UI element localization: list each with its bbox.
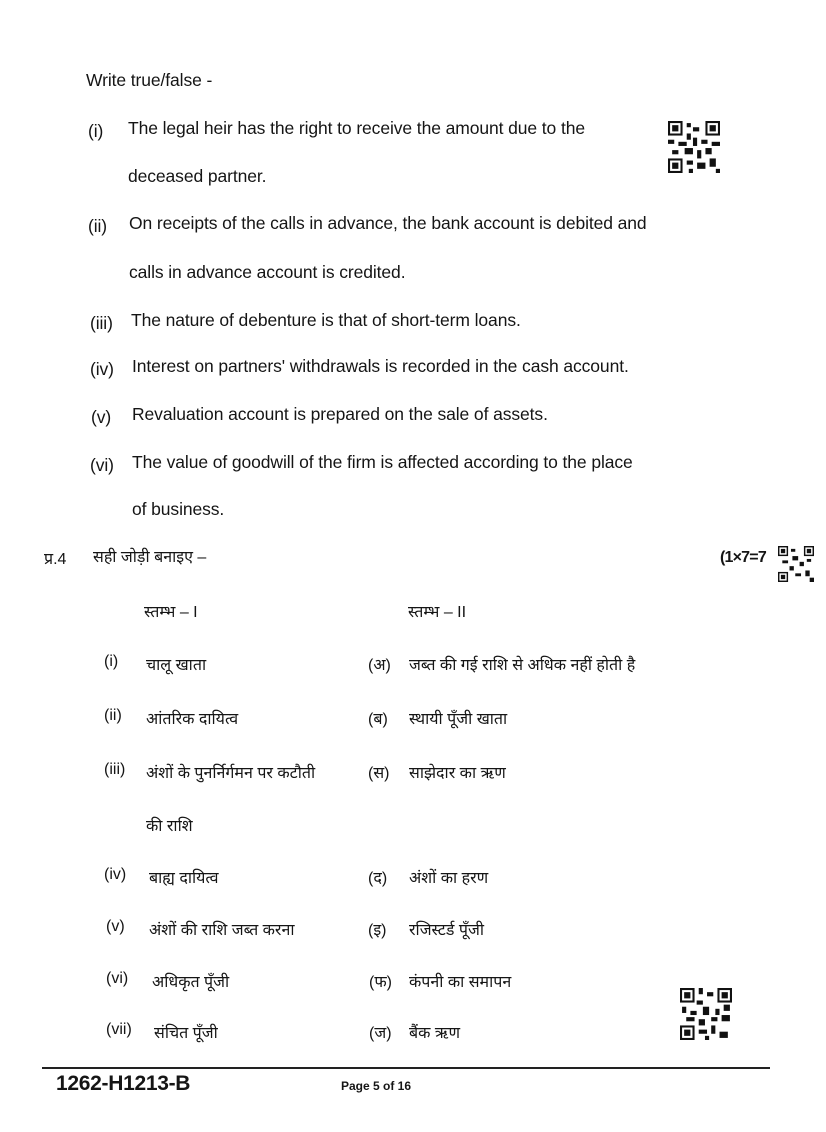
match-row-num: (vii) [106,1021,132,1038]
match-row-key: (स) [368,765,390,782]
tf-item-4-line-1: Interest on partners' withdrawals is recorded in the cash account. [132,356,629,376]
tf-item-1-line-1: The legal heir has the right to receive the amount due to the [128,118,585,138]
tf-num-1: (i) [88,121,104,141]
match-row-key: (अ) [368,657,391,674]
match-row-num: (iii) [104,761,126,778]
match-row-key: (ब) [368,711,388,728]
qr-code-icon [668,120,720,174]
match-row-left-continued: की राशि [146,818,193,835]
tf-item-6-line-2: of business. [132,499,225,519]
tf-item-2-line-1: On receipts of the calls in advance, the bank account is debited and [129,213,647,233]
match-row-num: (iv) [104,866,127,883]
tf-item-2-line-2: calls in advance account is credited. [129,262,406,282]
tf-num-3: (iii) [90,313,113,333]
tf-num-5: (v) [91,407,112,427]
match-row-left: अधिकृत पूँजी [152,974,230,991]
marks: (1×7=7 [720,549,766,566]
match-row-left: अंशों की राशि जब्त करना [149,922,295,939]
tf-num-4: (iv) [90,359,114,379]
match-row-right: रजिस्टर्ड पूँजी [409,922,484,939]
match-row-key: (द) [368,870,388,887]
match-row-num: (v) [106,918,125,935]
match-row-key: (ज) [369,1025,392,1042]
tf-item-5-line-1: Revaluation account is prepared on the sale of assets. [132,404,548,424]
match-row-right: अंशों का हरण [409,870,489,887]
tf-num-2: (ii) [88,216,108,236]
column-2-header: स्तम्भ – II [408,604,467,621]
page-number: Page 5 of 16 [341,1079,412,1093]
match-row-num: (vi) [106,970,129,987]
match-row-right: जब्त की गई राशि से अधिक नहीं होती है [409,657,636,674]
qr-code-icon [680,988,732,1040]
match-row-key: (इ) [368,922,387,939]
question-text: सही जोड़ी बनाइए – [93,549,207,566]
footer-divider [42,1067,770,1069]
qr-code-icon [777,546,815,582]
paper-code: 1262-H1213-B [56,1072,191,1095]
match-row-right: बैंक ऋण [409,1025,461,1042]
match-row-right: साझेदार का ऋण [409,765,506,782]
match-row-right: कंपनी का समापन [409,974,512,991]
question-label: प्र.4 [44,551,67,568]
tf-num-6: (vi) [90,455,114,475]
tf-item-1-line-2: deceased partner. [128,166,267,186]
match-row-num: (i) [104,653,119,670]
tf-item-3-line-1: The nature of debenture is that of short-term loans. [131,310,521,330]
match-row-left: बाह्य दायित्व [149,870,219,887]
match-row-num: (ii) [104,707,122,724]
match-row-left: अंशों के पुनर्निर्गमन पर कटौती [146,765,316,782]
instruction: Write true/false - [86,70,213,90]
match-row-left: आंतरिक दायित्व [146,711,239,728]
match-row-left: चालू खाता [146,657,207,674]
tf-item-6-line-1: The value of goodwill of the firm is affected according to the place [132,452,633,472]
match-row-right: स्थायी पूँजी खाता [409,711,508,728]
column-1-header: स्तम्भ – I [144,604,198,621]
match-row-key: (फ) [369,974,392,991]
match-row-left: संचित पूँजी [154,1025,218,1042]
